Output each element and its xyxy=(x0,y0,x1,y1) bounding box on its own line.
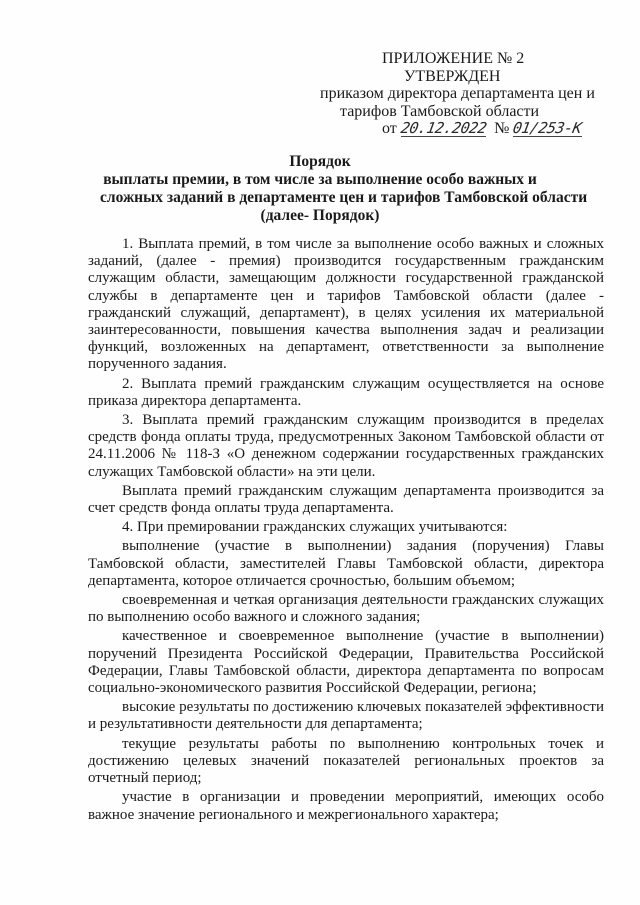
handwritten-date: 20.12.2022 xyxy=(399,119,488,137)
date-number-line xyxy=(300,120,610,138)
appendix-title: ПРИЛОЖЕНИЕ № 2 xyxy=(382,50,525,67)
criteria-item: выполнение (участие в выполнении) задания (поручения) Главы Тамбовской области, заместителей Главы Тамбовской области, директора департамента, которое отличается срочностью, большим объемом; xyxy=(88,538,604,589)
title-line-1: Порядок xyxy=(289,153,351,170)
number-underline xyxy=(511,119,584,137)
criteria-item: высокие результаты по достижению ключевых показателей эффективности и результативности деятельности для департамента; xyxy=(88,699,604,733)
paragraph-2: 2. Выплата премий гражданским служащим осуществляется на основе приказа директора департамента. xyxy=(88,375,604,409)
number-prefix: № xyxy=(494,120,510,137)
approved-label: УТВЕРЖДЕН xyxy=(404,67,501,85)
title-line-2: выплаты премии, в том числе за выполнение особо важных и xyxy=(103,171,537,188)
criteria-item: участие в организации и проведении мероприятий, имеющих особо важное значение регионального и межрегионального характера; xyxy=(88,789,604,823)
tariffs-line: тарифов Тамбовской области xyxy=(340,102,540,120)
criteria-item: текущие результаты работы по выполнению контрольных точек и достижению целевых значений показателей региональных проектов за отчетный период; xyxy=(88,735,604,787)
handwritten-number: 01/253-К xyxy=(511,119,584,137)
criteria-item: своевременная и четкая организация деятельности гражданских служащих по выполнению особо важного и сложного задания; xyxy=(88,592,604,626)
title-line-3: сложных заданий в департаменте цен и тарифов Тамбовской области xyxy=(100,189,588,206)
order-line: приказом директора департамента цен и xyxy=(320,85,595,102)
paragraph-1: 1. Выплата премий, в том числе за выполнение особо важных и сложных заданий, (далее - премия) производится государственным гражданским служащим области, замещающим должности государственной гражданской службы в департаменте цен и тарифов Тамбовской области (далее - гражданский служащий, департамент), в целях усиления их материальной заинтересованности, повышения качества выполнения задач и реализации функций, возложенных на департамент, ответственности за выполнение порученного задания. xyxy=(88,236,604,373)
date-underline xyxy=(401,121,486,137)
paragraph-4: 4. При премировании гражданских служащих учитываются: xyxy=(122,519,508,536)
paragraph-3: 3. Выплата премий гражданским служащим производится в пределах средств фонда оплаты труда, предусмотренных Законом Тамбовской области от 24.11.2006 № 118-З «О денежном содержании государственных гражданских служащих Тамбовской области» на эти цели. xyxy=(88,412,604,480)
document-title xyxy=(100,153,588,225)
criteria-item: качественное и своевременное выполнение (участие в выполнении) поручений Президента Российской Федерации, Правительства Российской Федерации, Главы Тамбовской области, директора департамента по вопросам социально-экономического развития Российской Федерации, региона; xyxy=(88,628,604,697)
approval-block xyxy=(300,50,610,138)
date-prefix: от xyxy=(382,120,397,137)
paragraph-3-continued: Выплата премий гражданским служащим департамента производится за счет средств фонда оплаты труда департамента. xyxy=(88,482,604,517)
title-line-4: (далее- Порядок) xyxy=(260,207,380,224)
document-body xyxy=(88,236,604,826)
